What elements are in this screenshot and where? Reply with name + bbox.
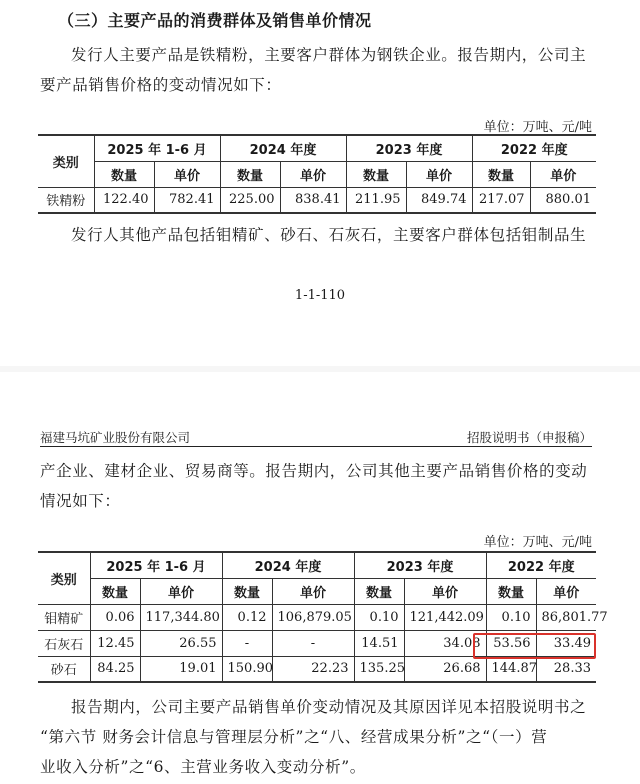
price-header: 单价	[272, 578, 354, 604]
table-cell: 225.00	[220, 187, 280, 213]
product-name: 石灰石	[38, 630, 90, 656]
table-subheader-row	[38, 161, 596, 187]
table-cell: 150.90	[222, 656, 272, 682]
top-price-table	[38, 134, 596, 214]
product-name: 钼精矿	[38, 604, 90, 630]
period-header: 2023 年度	[354, 552, 486, 578]
period-header: 2024 年度	[220, 135, 346, 161]
price-header: 单价	[140, 578, 222, 604]
table-cell: 0.10	[486, 604, 536, 630]
table-header-row	[38, 135, 596, 161]
bottom-para2-line3: 业收入分析”之“6、主营业务收入变动分析”。	[40, 758, 366, 776]
period-header: 2025 年 1-6 月	[90, 552, 222, 578]
qty-header: 数量	[220, 161, 280, 187]
page-number: 1-1-110	[294, 288, 346, 303]
table-cell: 26.68	[404, 656, 486, 682]
table-cell: 117,344.80	[140, 604, 222, 630]
table-cell: 86,801.77	[536, 604, 596, 630]
qty-header: 数量	[346, 161, 406, 187]
table-cell: 0.06	[90, 604, 140, 630]
category-header: 类别	[38, 135, 94, 187]
table-cell: 28.33	[536, 656, 596, 682]
table-cell: 135.25	[354, 656, 404, 682]
table-cell: 34.08	[404, 630, 486, 656]
price-header: 单价	[280, 161, 346, 187]
table-cell: 849.74	[406, 187, 472, 213]
table-cell: 121,442.09	[404, 604, 486, 630]
table-cell: 33.49	[536, 630, 596, 656]
table-cell: 53.56	[486, 630, 536, 656]
table-cell: 782.41	[154, 187, 220, 213]
company-name-header: 福建马坑矿业股份有限公司	[40, 430, 191, 445]
qty-header: 数量	[222, 578, 272, 604]
table-row	[38, 656, 596, 682]
table-cell: 14.51	[354, 630, 404, 656]
table-cell: -	[222, 630, 272, 656]
table-cell: 12.45	[90, 630, 140, 656]
table-row	[38, 604, 596, 630]
table-cell: 122.40	[94, 187, 154, 213]
table-cell: 0.12	[222, 604, 272, 630]
qty-header: 数量	[354, 578, 404, 604]
table-cell: 22.23	[272, 656, 354, 682]
price-header: 单价	[406, 161, 472, 187]
top-para1-line1: 发行人主要产品是铁精粉，主要客户群体为钢铁企业。报告期内，公司主	[71, 46, 587, 64]
period-header: 2025 年 1-6 月	[94, 135, 220, 161]
qty-header: 数量	[486, 578, 536, 604]
qty-header: 数量	[472, 161, 530, 187]
product-name: 砂石	[38, 656, 90, 682]
table-cell: 880.01	[530, 187, 596, 213]
top-unit-label: 单位：万吨、元/吨	[483, 120, 592, 135]
price-header: 单价	[536, 578, 596, 604]
table-cell: 19.01	[140, 656, 222, 682]
header-rule	[40, 446, 592, 447]
bottom-paragraph-2	[40, 692, 600, 782]
top-para1-line2: 要产品销售价格的变动情况如下：	[40, 76, 282, 94]
bottom-para1-line2: 情况如下：	[40, 492, 121, 510]
period-header: 2024 年度	[222, 552, 354, 578]
table-cell: 84.25	[90, 656, 140, 682]
period-header: 2023 年度	[346, 135, 472, 161]
period-header: 2022 年度	[472, 135, 596, 161]
price-header: 单价	[530, 161, 596, 187]
table-header-row	[38, 552, 596, 578]
table-cell: 0.10	[354, 604, 404, 630]
table-row	[38, 187, 596, 213]
table-cell: 217.07	[472, 187, 530, 213]
table-cell: 26.55	[140, 630, 222, 656]
bottom-para1-line1: 产企业、建材企业、贸易商等。报告期内，公司其他主要产品销售价格的变动	[40, 462, 588, 480]
bottom-unit-label: 单位：万吨、元/吨	[483, 535, 592, 550]
top-paragraph-2	[40, 220, 600, 250]
highlight-annotation-box	[473, 633, 596, 659]
bottom-paragraph-1	[40, 456, 600, 516]
qty-header: 数量	[90, 578, 140, 604]
bottom-price-table	[38, 551, 608, 683]
top-paragraph-1	[40, 40, 600, 100]
table-cell: 106,879.05	[272, 604, 354, 630]
bottom-para2-line1: 报告期内，公司主要产品销售单价变动情况及其原因详见本招股说明书之	[71, 698, 587, 716]
product-name: 铁精粉	[38, 187, 94, 213]
top-para2-line1: 发行人其他产品包括钼精矿、砂石、石灰石，主要客户群体包括钼制品生	[71, 226, 587, 244]
qty-header: 数量	[94, 161, 154, 187]
table-cell: 211.95	[346, 187, 406, 213]
table-cell: 838.41	[280, 187, 346, 213]
category-header: 类别	[38, 552, 90, 604]
price-header: 单价	[154, 161, 220, 187]
period-header: 2022 年度	[486, 552, 596, 578]
price-header: 单价	[404, 578, 486, 604]
table-cell: -	[272, 630, 354, 656]
document-title-header: 招股说明书（申报稿）	[466, 430, 592, 445]
table-cell: 144.87	[486, 656, 536, 682]
bottom-para2-line2: “第六节 财务会计信息与管理层分析”之“八、经营成果分析”之“（一）营	[40, 728, 548, 746]
table-subheader-row	[38, 578, 596, 604]
section-heading: （三）主要产品的消费群体及销售单价情况	[58, 11, 372, 30]
